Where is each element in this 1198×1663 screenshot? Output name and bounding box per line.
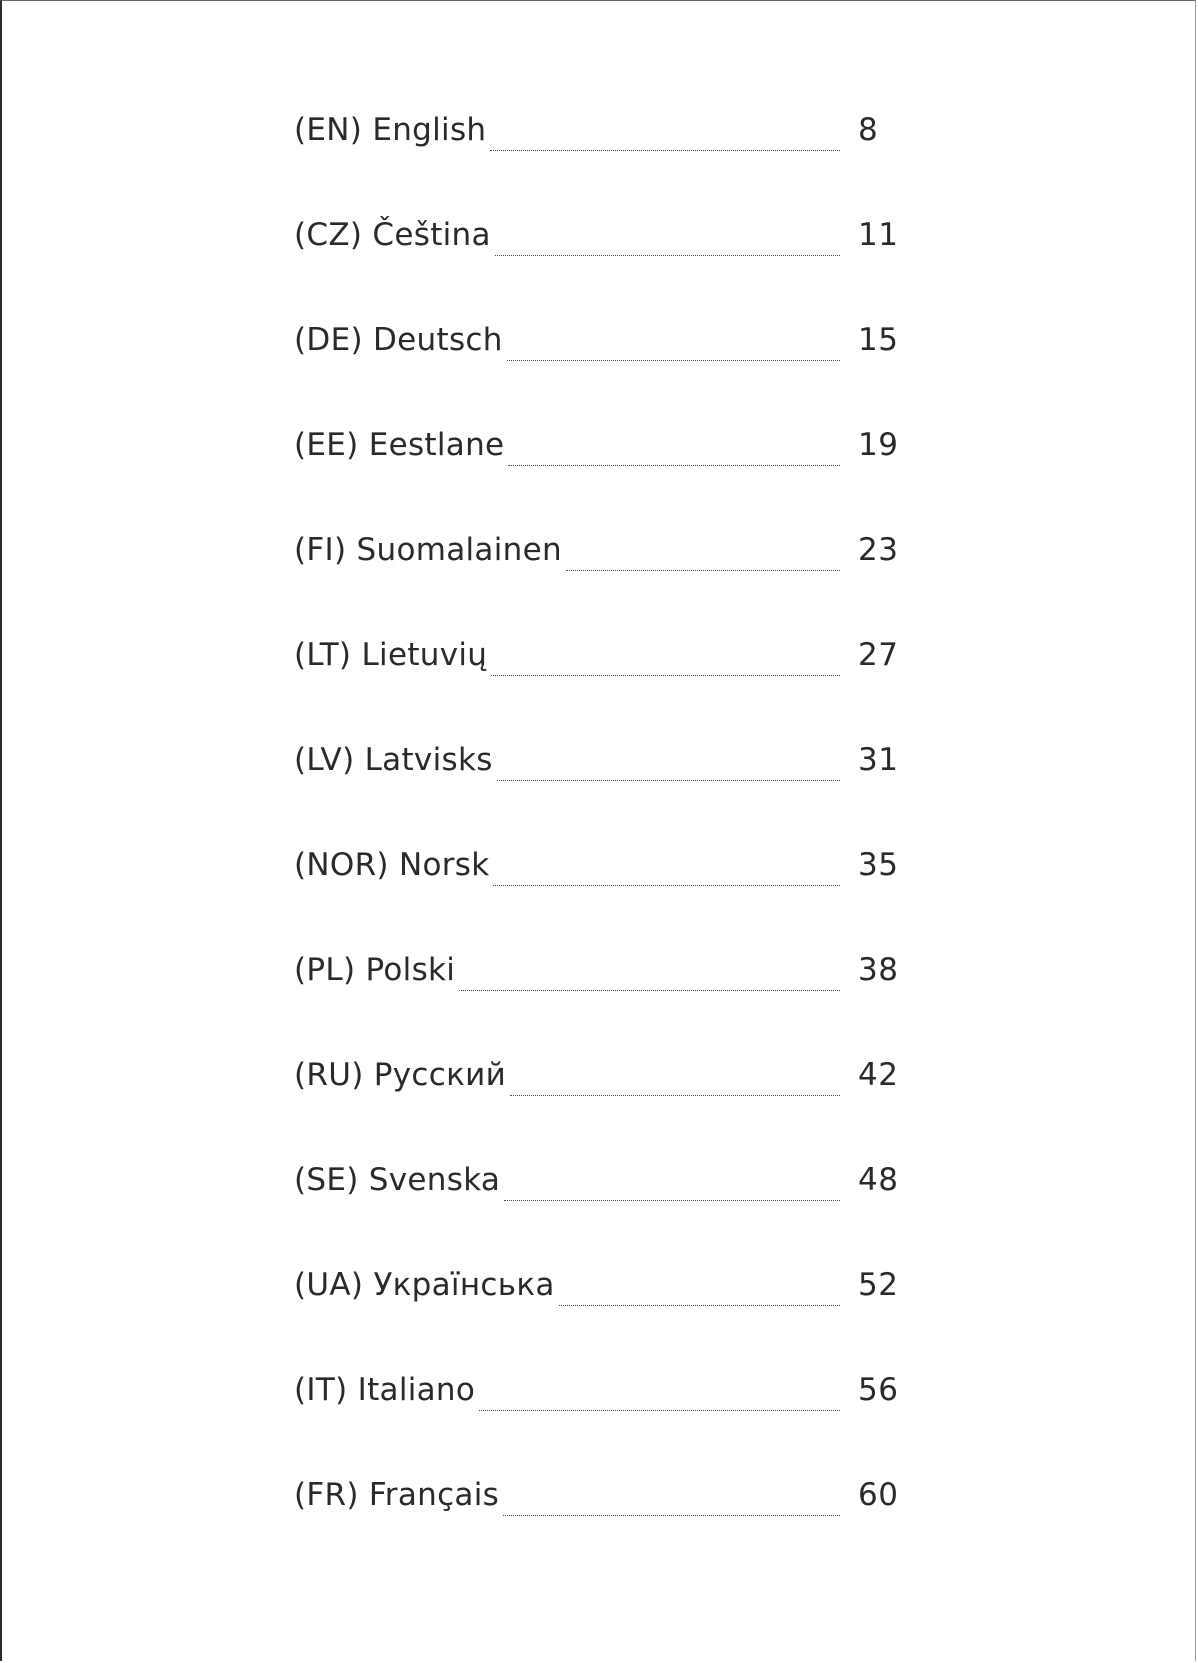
toc-entry-fi[interactable] (294, 530, 914, 635)
toc-leader (479, 1370, 840, 1410)
toc-entry-label: (LV) Latvisks (294, 742, 493, 778)
toc-entry-it[interactable] (294, 1370, 914, 1475)
toc-entry-label: (SE) Svenska (294, 1162, 501, 1198)
toc-entry-label: (UA) Українська (294, 1267, 555, 1303)
toc-leader (491, 635, 840, 675)
toc-entry-label: (EE) Eestlane (294, 427, 505, 463)
toc-entry-fr[interactable] (294, 1475, 914, 1580)
toc-entry-lv[interactable] (294, 740, 914, 845)
toc-entry-en[interactable] (294, 110, 914, 215)
toc-entry-cz[interactable] (294, 215, 914, 320)
toc-entry-page: 48 (858, 1162, 899, 1198)
toc-entry-label: (EN) English (294, 112, 487, 148)
toc-entry-page: 31 (858, 742, 899, 778)
toc-entry-label: (FR) Français (294, 1477, 500, 1513)
toc-leader (504, 1160, 840, 1200)
toc-entry-page: 56 (858, 1372, 899, 1408)
toc-entry-page: 27 (858, 637, 899, 673)
toc-leader (559, 1265, 840, 1305)
toc-entry-ee[interactable] (294, 425, 914, 530)
toc-leader (566, 530, 840, 570)
toc-entry-pl[interactable] (294, 950, 914, 1055)
toc-leader (459, 950, 840, 990)
toc-entry-label: (FI) Suomalainen (294, 532, 562, 568)
toc-entry-nor[interactable] (294, 845, 914, 950)
toc-leader (497, 740, 840, 780)
toc-leader (503, 1475, 840, 1515)
toc-entry-label: (RU) Русский (294, 1057, 507, 1093)
toc-leader (493, 845, 840, 885)
toc-entry-page: 8 (858, 112, 879, 148)
toc-entry-page: 11 (858, 217, 899, 253)
toc-leader (490, 110, 840, 150)
toc-entry-label: (NOR) Norsk (294, 847, 490, 883)
toc-entry-ru[interactable] (294, 1055, 914, 1160)
toc-entry-lt[interactable] (294, 635, 914, 740)
toc-entry-page: 52 (858, 1267, 899, 1303)
toc-entry-de[interactable] (294, 320, 914, 425)
toc-entry-page: 15 (858, 322, 899, 358)
toc-entry-page: 42 (858, 1057, 899, 1093)
toc-entry-label: (IT) Italiano (294, 1372, 476, 1408)
toc-entry-label: (LT) Lietuvių (294, 637, 488, 673)
toc-entry-label: (DE) Deutsch (294, 322, 503, 358)
toc-leader (507, 320, 840, 360)
toc-leader (510, 1055, 840, 1095)
toc-entry-page: 35 (858, 847, 899, 883)
toc-entry-page: 19 (858, 427, 899, 463)
toc-entry-label: (CZ) Čeština (294, 217, 491, 253)
toc-leader (508, 425, 840, 465)
toc-leader (495, 215, 840, 255)
table-of-contents (294, 110, 914, 1580)
toc-entry-page: 60 (858, 1477, 899, 1513)
toc-entry-se[interactable] (294, 1160, 914, 1265)
toc-entry-ua[interactable] (294, 1265, 914, 1370)
toc-entry-label: (PL) Polski (294, 952, 456, 988)
toc-entry-page: 23 (858, 532, 899, 568)
toc-entry-page: 38 (858, 952, 899, 988)
